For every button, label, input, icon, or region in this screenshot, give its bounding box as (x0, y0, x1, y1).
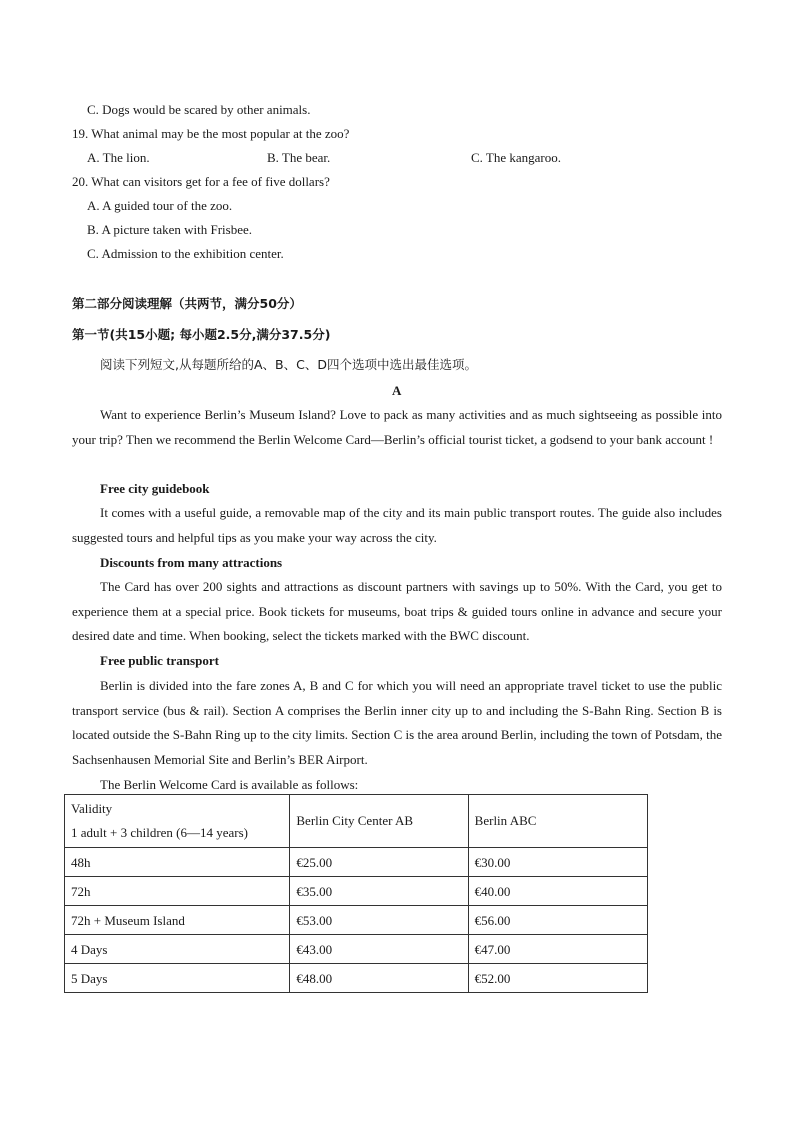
table-row (65, 935, 648, 964)
q19-option-b: B. The bear. (267, 150, 331, 165)
cell-price-abc: €52.00 (468, 964, 647, 993)
paragraph-discounts (72, 575, 722, 649)
cell-price-ab: €25.00 (290, 848, 468, 877)
cell-price-abc: €47.00 (468, 935, 647, 964)
table-row (65, 906, 648, 935)
instruction: 阅读下列短文,从每题所给的A、B、C、D四个选项中选出最佳选项。 (100, 357, 477, 372)
paragraph-transport (72, 674, 722, 772)
heading-discounts: Discounts from many attractions (100, 555, 283, 570)
q20-option-c: C. Admission to the exhibition center. (87, 246, 284, 261)
header-validity (65, 795, 290, 848)
passage-intro-text: Want to experience Berlin’s Museum Island? Love to pack as many activities and as much sightseeing as possible into your trip? Then we recommend the Berlin Welcome Card—Berlin’s official tourist ticket, a godsend to your bank account ! (72, 407, 722, 447)
fare-table (64, 794, 648, 993)
q20-stem: 20. What can visitors get for a fee of five dollars? (72, 174, 330, 189)
paragraph-discounts-text: The Card has over 200 sights and attractions as discount partners with savings up to 50%. With the Card, you get to experience them at a special price. Book tickets for museums, boat trips & guided tours online in advance and secure your desired date and time. When booking, select the tickets marked with the BWC discount. (72, 579, 722, 644)
header-city-center-ab: Berlin City Center AB (290, 795, 468, 848)
q20-option-b: B. A picture taken with Frisbee. (87, 222, 253, 237)
cell-price-ab: €43.00 (290, 935, 468, 964)
paragraph-guidebook (72, 501, 722, 550)
cell-validity: 4 Days (65, 935, 290, 964)
header-validity-line1: Validity (71, 801, 113, 816)
cell-validity: 72h + Museum Island (65, 906, 290, 935)
q18-option-c: C. Dogs would be scared by other animals. (87, 102, 311, 117)
cell-price-abc: €40.00 (468, 877, 647, 906)
header-validity-line2: 1 adult + 3 children (6—14 years) (71, 825, 249, 840)
cell-price-abc: €30.00 (468, 848, 647, 877)
q19-stem: 19. What animal may be the most popular at the zoo? (72, 126, 350, 141)
cell-validity: 5 Days (65, 964, 290, 993)
passage-intro (72, 403, 722, 452)
table-row (65, 877, 648, 906)
cell-validity: 72h (65, 877, 290, 906)
table-row (65, 848, 648, 877)
cell-price-ab: €35.00 (290, 877, 468, 906)
subsection-title: 第一节(共15小题; 每小题2.5分,满分37.5分) (72, 327, 331, 342)
q19-option-a: A. The lion. (87, 150, 150, 165)
cell-price-abc: €56.00 (468, 906, 647, 935)
passage-label: A (392, 383, 402, 398)
part-title: 第二部分阅读理解（共两节，满分50分） (72, 296, 302, 311)
cell-validity: 48h (65, 848, 290, 877)
table-header-row (65, 795, 648, 848)
table-intro: The Berlin Welcome Card is available as follows: (100, 777, 359, 792)
paragraph-transport-text: Berlin is divided into the fare zones A, B and C for which you will need an appropriate travel ticket to use the public transport service (bus & rail). Section A comprises the Berlin inner city up to and including the S-Bahn Ring. Section B is located outside the S-Bahn Ring up to the city limits. Section C is the area around Berlin, including the town of Potsdam, the Sachsenhausen Memorial Site and Berlin’s BER Airport. (72, 678, 722, 767)
paragraph-guidebook-text: It comes with a useful guide, a removable map of the city and its main public transport routes. The guide also includes suggested tours and helpful tips as you make your way across the city. (72, 505, 722, 545)
cell-price-ab: €53.00 (290, 906, 468, 935)
header-berlin-abc: Berlin ABC (468, 795, 647, 848)
cell-price-ab: €48.00 (290, 964, 468, 993)
q20-option-a: A. A guided tour of the zoo. (87, 198, 233, 213)
q19-option-c: C. The kangaroo. (471, 150, 562, 165)
table-row (65, 964, 648, 993)
heading-transport: Free public transport (100, 653, 219, 668)
heading-guidebook: Free city guidebook (100, 481, 210, 496)
